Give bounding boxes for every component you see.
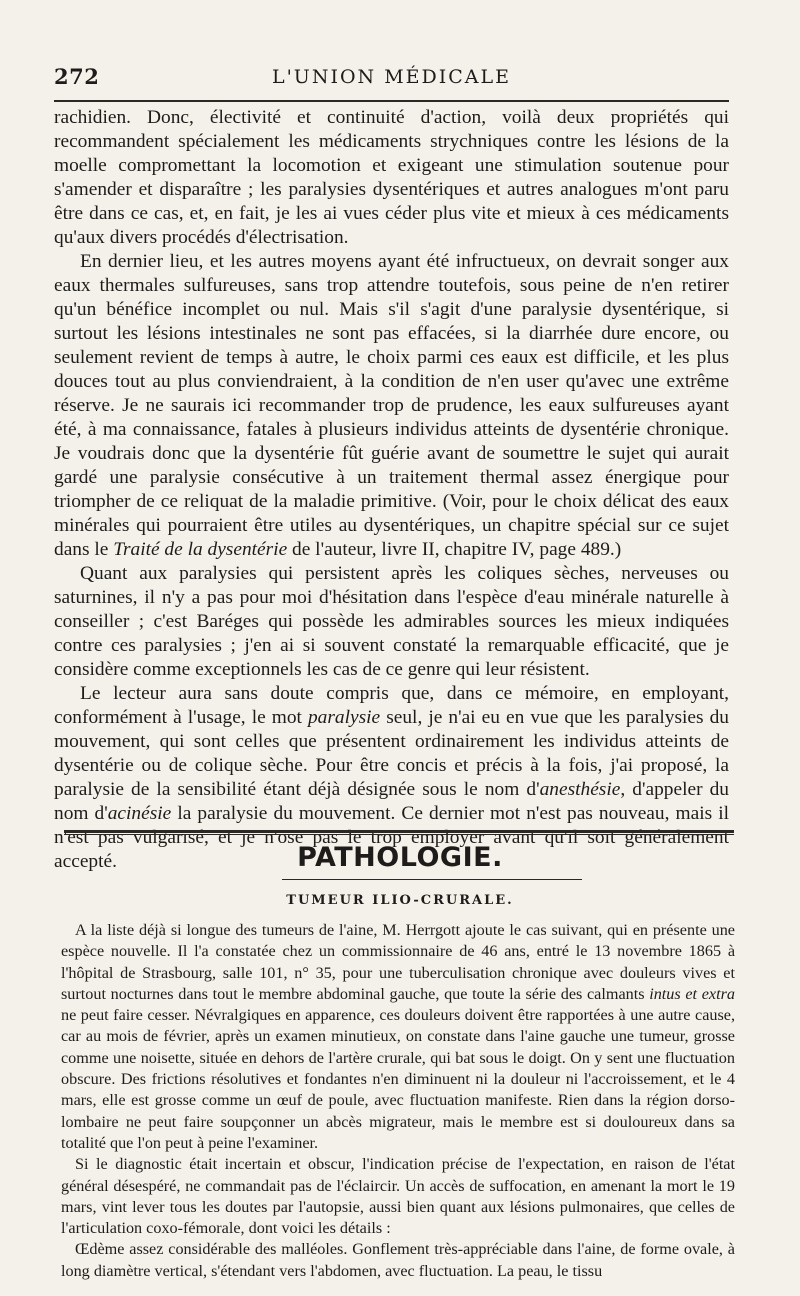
paragraph: Quant aux paralysies qui persistent après les coliques sèches, nerveuses ou saturnines, il n'y a pas pour moi d'hésitation dans l'espèce d'eau minérale naturelle à conseiller ; c'est Baréges qui possède les admirables sources les mieux indiquées contre ces paralysies ; j'en ai si souvent constaté la remarquable efficacité, que je considère comme exceptionnels les cas de ce genre qui leur résistent. xyxy=(54,563,729,680)
italic-term: acinésie xyxy=(107,803,172,824)
paragraph: Si le diagnostic était incertain et obscur, l'indication précise de l'expectation, en raison de l'état général désespéré, ne commandait pas de l'éclaircir. Un accès de suffocation, en amenant la mort le 19 mars, vint lever tous les doutes par l'autopsie, aussi bien quant aux lésions pulmonaires, que celles de l'articulation coxo-fémorale, dont voici les détails : xyxy=(61,1155,735,1238)
case-report-body xyxy=(61,920,735,1282)
paragraph xyxy=(61,920,735,1154)
text-run: la paralysie du mouvement. Ce dernier mot n'est pas nouveau, mais il n'est pas vulgarisé, et je n'ose pas le trop employer avant qu'il soit généralement accepté. xyxy=(54,803,729,872)
header-rule xyxy=(54,100,729,102)
text-run: de l'auteur, livre II, chapitre IV, page 489.) xyxy=(287,539,622,560)
page-number: 272 xyxy=(54,64,100,89)
text-run: , d'appeler du nom d' xyxy=(54,779,729,824)
section-title: PATHOLOGIE. xyxy=(297,842,503,873)
section-rule-thin xyxy=(64,834,734,835)
running-title: L'UNION MÉDICALE xyxy=(271,66,512,88)
text-run: A la liste déjà si longue des tumeurs de l'aine, M. Herrgott ajoute le cas suivant, qui en présente une espèce nouvelle. Il l'a constatée chez un commissionnaire de 46 ans, entré le 13 novembre 1865 à l'hôpital de Strasbourg, salle 101, n° 35, pour une tuberculisation chronique avec douleurs vives et surtout nocturnes dans tout le membre abdominal gauche, que toute la série des calmants xyxy=(61,921,735,1003)
text-run: Le lecteur aura sans doute compris que, dans ce mémoire, en employant, conformément à l'usage, le mot xyxy=(54,683,729,728)
page-header xyxy=(54,64,729,94)
section-rule xyxy=(64,830,734,833)
section-underline xyxy=(282,879,582,880)
paragraph: rachidien. Donc, électivité et continuité d'action, voilà deux propriétés qui recommandent spécialement les médicaments strychniques contre les lésions de la moelle compromettant la locomotion et exigeant une stimulation soutenue pour s'amender et disparaître ; les paralysies dysentériques et autres analogues m'ont paru être dans ce cas, et, en fait, je les ai vues céder plus vite et mieux à ces médicaments qu'aux divers procédés d'électrisation. xyxy=(54,107,729,248)
book-title: Traité de la dysentérie xyxy=(113,539,288,560)
text-run: seul, je n'ai eu en vue que les paralysies du mouvement, qui sont celles que présentent ordinairement les individus atteints de dysentérie ou de colique sèche. Pour être concis et précis à la fois, j'ai proposé, la paralysie de la sensibilité étant déjà désignée sous le nom d' xyxy=(54,707,729,800)
italic-term: paralysie xyxy=(307,707,381,728)
paragraph: Œdème assez considérable des malléoles. Gonflement très-appréciable dans l'aine, de forme ovale, à long diamètre vertical, s'étendant vers l'abdomen, avec fluctuation. La peau, le tissu xyxy=(61,1240,735,1280)
article-body xyxy=(54,106,729,874)
text-run: ne peut faire cesser. Névralgiques en apparence, ces douleurs doivent être rapportées à une autre cause, car au mois de février, après un examen minutieux, on constate dans l'aine gauche une tumeur, grosse comme une noisette, située en dehors de l'artère crurale, qui bat sous le doigt. On y sent une fluctuation obscure. Des frictions résolutives et fondantes n'en diminuent ni la douleur ni l'accroissement, et le 4 mars, elle est grosse comme un œuf de poule, avec fluctuation manifeste. Rien dans la région dorso-lombaire ne peut faire soupçonner un abcès migrateur, mais le membre est si douloureux dans sa totalité que l'on peut à peine l'examiner. xyxy=(61,1006,735,1152)
italic-term: intus et extra xyxy=(649,984,735,1003)
article-subtitle: TUMEUR ILIO-CRURALE. xyxy=(286,893,514,908)
text-run: En dernier lieu, et les autres moyens ayant été infructueux, on devrait songer aux eaux thermales sulfureuses, sans trop attendre toutefois, sous peine de n'en retirer qu'un bénéfice incomplet ou nul. Mais s'il s'agit d'une paralysie dysentérique, si surtout les lésions intestinales ne sont pas effacées, si la diarrhée dure encore, ou seulement revient de temps à autre, le choix parmi ces eaux est difficile, et les plus douces tout au plus conviendraient, à la condition de n'en user qu'avec une extrême réserve. Je ne saurais ici recommander trop de prudence, les eaux sulfureuses ayant été, à ma connaissance, fatales à plusieurs individus atteints de dysentérie chronique. Je voudrais donc que la dysentérie fût guérie avant de soumettre le sujet qui aurait gardé une paralysie consécutive à un traitement thermal assez énergique pour triompher de ce reliquat de la maladie primitive. (Voir, pour le choix délicat des eaux minérales qui pourraient être utiles au dysentériques, un chapitre spécial sur ce sujet dans le xyxy=(54,251,729,560)
paragraph xyxy=(54,250,729,562)
italic-term: anesthésie xyxy=(539,779,621,800)
